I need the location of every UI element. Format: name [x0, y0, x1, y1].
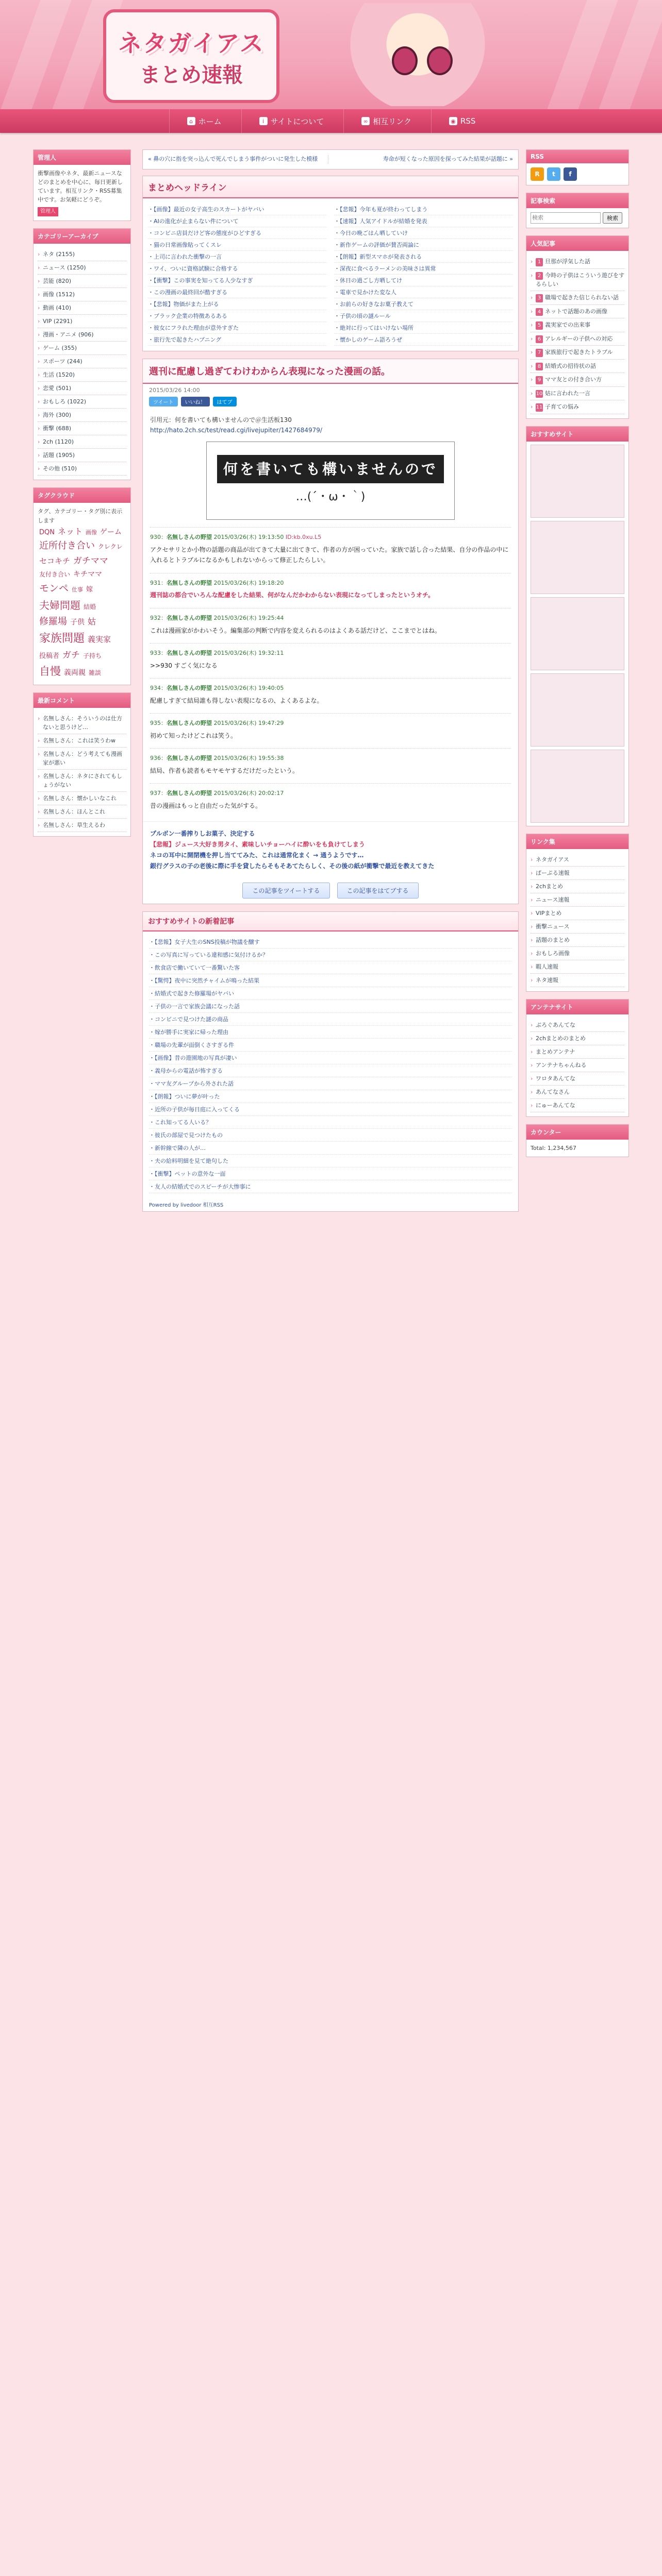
headline-item[interactable]: ・ワイ、ついに資格試験に合格する: [148, 263, 327, 275]
tag-link[interactable]: 嫁: [86, 586, 93, 594]
ranking-item[interactable]: [531, 291, 624, 305]
nav-rss[interactable]: [431, 109, 493, 133]
comment-text: 初めて知ったけどこれは笑う。: [150, 732, 237, 739]
headline-list: [143, 198, 518, 351]
article-comic-image: [206, 442, 455, 520]
like-button[interactable]: いいね！: [181, 397, 210, 406]
headline-item[interactable]: ・この漫画の最終回が酷すぎる: [148, 286, 327, 298]
search-button[interactable]: 検索: [603, 212, 622, 224]
recommended-item[interactable]: ・【画像】昔の遊園地の写真が凄い: [149, 1052, 512, 1064]
comment-number: 934: [150, 684, 161, 691]
link-item[interactable]: › VIPまとめ: [531, 907, 624, 920]
comic-face: …(´・ω・｀): [295, 490, 366, 504]
tag-link[interactable]: 子持ち: [83, 652, 102, 659]
tag-link[interactable]: 画像: [85, 529, 97, 536]
tag-link[interactable]: モンペ: [39, 583, 69, 595]
headline-item[interactable]: ・上司に言われた衝撃の一言: [148, 251, 327, 263]
tag-link[interactable]: 近所付き合い: [39, 540, 95, 552]
recommended-item[interactable]: ・夫の給料明細を見て絶句した: [149, 1155, 512, 1167]
left-sidebar: [33, 149, 131, 844]
comment: [150, 643, 511, 671]
ranking-item[interactable]: [531, 305, 624, 319]
comment: [150, 713, 511, 741]
headline-item[interactable]: ・絶対に行ってはいけない場所: [334, 322, 513, 334]
about-box: [33, 149, 131, 221]
comment-author: 名無しさんの野望: [167, 614, 212, 621]
ranking-item-label: 姑に言われた一言: [545, 389, 590, 397]
category-item[interactable]: › 衝撃 (688): [38, 422, 126, 435]
pickup-thumbnail[interactable]: [531, 750, 624, 823]
about-text: 衝撃画像やネタ、最新ニュースなどのまとめを中心に、毎日更新しています。相互リンク・RSS募集中です。お気軽にどうぞ。: [38, 170, 123, 204]
about-heading: 管理人: [34, 150, 130, 165]
tag-link[interactable]: 夫婦問題: [39, 599, 80, 612]
comment-header: 935：名無しさんの野望 2015/03/26(木) 19:47:29: [150, 720, 284, 727]
recommended-item[interactable]: ・この写真に写っている違和感に気付けるか？: [149, 948, 512, 961]
link-item[interactable]: › ネタガイアス: [531, 853, 624, 867]
ranking-item[interactable]: [531, 346, 624, 360]
category-item[interactable]: › 画像 (1512): [38, 288, 126, 301]
comment-number: 937: [150, 790, 161, 797]
ranking-heading: 人気記事: [526, 236, 628, 251]
rss-heading: RSS: [526, 150, 628, 163]
site-title-line1: ネタガイアス: [118, 29, 264, 57]
nav-about[interactable]: [241, 109, 342, 133]
comment-author: 名無しさんの野望: [167, 755, 212, 762]
comment-date: 2015/03/26(木) 20:02:17: [213, 790, 284, 797]
rss-feed-icon[interactable]: R: [531, 167, 544, 181]
prev-next-nav: [142, 149, 519, 170]
tweet-button[interactable]: ツイート: [149, 397, 178, 406]
category-item[interactable]: › VIP (2291): [38, 315, 126, 328]
recent-comment-item[interactable]: › 名無しさん：これは笑うわw: [38, 734, 126, 748]
admin-label: 管理人: [38, 207, 58, 216]
tag-cloud: [38, 525, 126, 681]
category-item[interactable]: › 生活 (1520): [38, 368, 126, 382]
tag-link[interactable]: DQN: [39, 528, 55, 536]
ranking-item[interactable]: [531, 400, 624, 414]
headline-item[interactable]: ・【悲報】物価がまた上がる: [148, 298, 327, 310]
comment: [150, 573, 511, 601]
recommended-item[interactable]: ・子供の一言で家族会議になった話: [149, 1000, 512, 1013]
comment-header: 934：名無しさんの野望 2015/03/26(木) 19:40:05: [150, 684, 284, 691]
comment-author: 名無しさんの野望: [167, 534, 212, 541]
comment-id: ID:kb.0xu.L5: [285, 534, 322, 541]
antenna-item[interactable]: › にゅーあんてな: [531, 1099, 624, 1112]
category-item[interactable]: › その他 (510): [38, 462, 126, 476]
nav-rss-label: RSS: [460, 116, 476, 126]
tag-link[interactable]: セコキチ: [39, 556, 71, 566]
link-item[interactable]: › 暇人速報: [531, 960, 624, 974]
ranking-item-label: ネットで話題のあの画像: [545, 308, 607, 315]
link-item[interactable]: › 話題のまとめ: [531, 934, 624, 947]
recent-comment-item[interactable]: › 名無しさん：そういうのは仕方ないと思うけど…: [38, 712, 126, 734]
recommended-item[interactable]: ・新幹線で隣の人が…: [149, 1142, 512, 1155]
reco-footer[interactable]: Powered by livedoor 相互RSS: [149, 1202, 224, 1209]
facebook-icon[interactable]: f: [564, 167, 577, 181]
category-heading: カテゴリーアーカイブ: [34, 229, 130, 244]
tag-link[interactable]: 仕事: [72, 586, 84, 594]
recent-comments-box: [33, 692, 131, 837]
ranking-item[interactable]: [531, 318, 624, 332]
headline-item[interactable]: ・休日の過ごし方晒してけ: [334, 275, 513, 286]
tag-link[interactable]: 結婚: [84, 603, 96, 611]
link-item[interactable]: › ネタ速報: [531, 974, 624, 987]
rank-number: 4: [536, 308, 543, 316]
rss-icon: ◉: [449, 117, 457, 125]
related-links: [143, 821, 518, 877]
twitter-icon[interactable]: t: [547, 167, 560, 181]
link-icon: ∞: [361, 117, 370, 125]
tag-link[interactable]: 自慢: [39, 665, 61, 678]
antenna-list: [531, 1019, 624, 1112]
headline-item[interactable]: ・猫の日常画像貼ってくスレ: [148, 239, 327, 251]
headline-panel: [142, 176, 519, 351]
global-nav: [0, 109, 662, 133]
category-item[interactable]: › ネタ (2155): [38, 248, 126, 261]
related-article-link[interactable]: 銀行グラスの子の老後に際に手を貸したらそもそあてたらしく、その後の紙が衝撃で最近を教えてきた: [150, 862, 435, 870]
recommended-item[interactable]: ・近所の子供が毎日庭に入ってくる: [149, 1103, 512, 1116]
headline-item[interactable]: ・AIの進化が止まらない件について: [148, 215, 327, 227]
headline-item[interactable]: ・コンビニ店員だけど客の態度がひどすぎる: [148, 227, 327, 239]
recommended-item[interactable]: ・嫁が勝手に実家に帰った理由: [149, 1026, 512, 1039]
comment-number: 930: [150, 534, 161, 541]
counter-box: [526, 1124, 629, 1157]
counter-heading: カウンター: [526, 1125, 628, 1140]
comment-author: 名無しさんの野望: [167, 684, 212, 691]
category-item[interactable]: › 話題 (1905): [38, 449, 126, 462]
category-item[interactable]: › おもしろ (1022): [38, 395, 126, 409]
ranking-item-label: 結婚式の招待状の話: [545, 362, 596, 369]
headline-item[interactable]: ・懐かしのゲーム語ろうぜ: [334, 334, 513, 346]
rank-number: 1: [536, 258, 543, 266]
antenna-item[interactable]: › ぶろぐあんてな: [531, 1019, 624, 1032]
article-date: 2015/03/26 14:00: [149, 386, 200, 394]
source-url[interactable]: http://hato.2ch.sc/test/read.cgi/livejupiter/1427684979/: [150, 426, 322, 434]
hatena-button[interactable]: はてブ: [213, 397, 237, 406]
recent-comment-item[interactable]: › 名無しさん：ほんとこれ: [38, 805, 126, 819]
comment-header: 932：名無しさんの野望 2015/03/26(木) 19:25:44: [150, 614, 284, 621]
antenna-item[interactable]: › アンテナちゃんねる: [531, 1059, 624, 1072]
recommended-item[interactable]: ・【驚愕】夜中に突然チャイムが鳴った結果: [149, 974, 512, 987]
nav-about-label: サイトについて: [270, 116, 324, 126]
recommended-panel: [142, 911, 519, 1212]
headline-item[interactable]: ・今日の晩ごはん晒していけ: [334, 227, 513, 239]
tag-link[interactable]: 修羅場: [39, 616, 67, 627]
headline-item[interactable]: ・旅行先で起きたハプニング: [148, 334, 327, 346]
recommended-item[interactable]: ・職場の先輩が面倒くさすぎる件: [149, 1039, 512, 1052]
headline-item[interactable]: ・【朗報】新型スマホが発表される: [334, 251, 513, 263]
source-label: 引用元：何を書いても構いませんので＠生活板130: [150, 416, 292, 423]
rank-number: 5: [536, 321, 543, 330]
comment-header: 931：名無しさんの野望 2015/03/26(木) 19:18:20: [150, 579, 284, 586]
recent-comments-list: [38, 712, 126, 832]
pickup-thumbnail[interactable]: [531, 597, 624, 670]
comment-number: 931: [150, 579, 161, 586]
headline-item[interactable]: ・お前らの好きなお菓子教えて: [334, 298, 513, 310]
links-box: [526, 834, 629, 992]
ranking-item-label: アレルギーの子供への対応: [545, 335, 613, 342]
recent-comments-heading: 最新コメント: [34, 693, 130, 708]
ranking-item[interactable]: [531, 360, 624, 374]
comment-date: 2015/03/26(木) 19:55:38: [213, 755, 284, 762]
tag-link[interactable]: ネット: [57, 526, 82, 536]
category-box: [33, 228, 131, 481]
headline-item[interactable]: ・【衝撃】この事実を知ってる人少なすぎ: [148, 275, 327, 286]
tweet-article-button[interactable]: この記事をツイートする: [242, 883, 329, 899]
category-list: [38, 248, 126, 476]
headline-item[interactable]: ・新作ゲームの評価が賛否両論に: [334, 239, 513, 251]
share-row: [143, 397, 518, 412]
related-article-link[interactable]: 【悲報】ジュース大好き男タイ、素味しいチョーハイに酔いをも負けてしまう: [150, 841, 365, 849]
comment-date: 2015/03/26(木) 19:25:44: [213, 614, 284, 621]
category-item[interactable]: › 動画 (410): [38, 301, 126, 315]
category-item[interactable]: › 恋愛 (501): [38, 382, 126, 395]
comic-caption: 何を書いても構いませんので: [217, 455, 444, 484]
comment-date: 2015/03/26(木) 19:40:05: [213, 684, 284, 691]
nav-home-label: ホーム: [198, 116, 222, 126]
comment-text: これは漫画家がかわいそう。編集部の判断で内容を変えられるのはよくある話だけど、ここまでとはね。: [150, 626, 441, 634]
antenna-item[interactable]: › 2chまとめのまとめ: [531, 1032, 624, 1045]
hatena-article-button[interactable]: この記事をはてブする: [337, 883, 419, 899]
ranking-item[interactable]: [531, 332, 624, 346]
comment-date: 2015/03/26(木) 19:32:11: [213, 649, 284, 656]
comment-header: 930：名無しさんの野望 2015/03/26(木) 19:13:50 ID:kb.0xu.L5: [150, 534, 322, 541]
ranking-item-label: 旦那が浮気した話: [545, 258, 590, 265]
rank-number: 7: [536, 349, 543, 357]
comment-number: 933: [150, 649, 161, 656]
comment: [150, 527, 511, 565]
search-input[interactable]: [531, 212, 601, 224]
comment-author: 名無しさんの野望: [167, 720, 212, 727]
comment-author: 名無しさんの野望: [167, 790, 212, 797]
comment-thread: [150, 527, 511, 811]
pickup-heading: おすすめサイト: [526, 427, 628, 442]
recent-comment-item[interactable]: › 名無しさん：草生えるわ: [38, 819, 126, 832]
next-article-link[interactable]: 寿命が短くなった原因を探ってみた結果が話題に »: [328, 155, 514, 164]
right-sidebar: [526, 149, 629, 1164]
ranking-item[interactable]: [531, 387, 624, 401]
comment-text: 配慮しすぎて結局誰も得しない表現になるの、よくあるよな。: [150, 697, 323, 704]
tag-link[interactable]: クレクレ: [98, 543, 123, 551]
category-item[interactable]: › 漫画・アニメ (906): [38, 328, 126, 342]
tag-link[interactable]: ガチママ: [73, 556, 109, 567]
recommended-item[interactable]: ・飲食店で働いていて一番驚いた客: [149, 961, 512, 974]
comment-text: 週刊誌の都合でいろんな配慮をした結果、何がなんだかわからない表現になってしまったというオチ。: [150, 591, 435, 599]
headline-item[interactable]: ・深夜に食べるラーメンの美味さは異常: [334, 263, 513, 275]
search-box: [526, 193, 629, 228]
site-logo[interactable]: [103, 9, 279, 103]
category-item[interactable]: › 芸能 (820): [38, 275, 126, 288]
nav-links[interactable]: [343, 109, 429, 133]
ranking-item-label: ママ友との付き合い方: [545, 376, 602, 383]
article-body: [143, 412, 518, 822]
comment: [150, 783, 511, 811]
rank-number: 10: [536, 390, 543, 398]
rss-box: [526, 149, 629, 185]
category-item[interactable]: › ニュース (1250): [38, 261, 126, 275]
link-item[interactable]: › おもしろ画像: [531, 947, 624, 960]
ranking-item-label: 子育ての悩み: [545, 403, 579, 411]
related-article-link[interactable]: ネコの耳中に開閉機を押し当ててみた、これは通常化まく → 通うようです…: [150, 852, 364, 859]
recommended-item[interactable]: ・【朗報】ついに夢が叶った: [149, 1090, 512, 1103]
ranking-item-label: 義実家での出来事: [545, 321, 590, 329]
antenna-heading: アンテナサイト: [526, 999, 628, 1014]
info-icon: i: [259, 117, 268, 125]
article: [142, 359, 519, 905]
pickup-box: [526, 426, 629, 826]
antenna-box: [526, 999, 629, 1117]
tag-link[interactable]: 姑: [88, 616, 96, 626]
home-icon: ⌂: [187, 117, 195, 125]
comment-header: 933：名無しさんの野望 2015/03/26(木) 19:32:11: [150, 649, 284, 656]
category-item[interactable]: › スポーツ (244): [38, 355, 126, 368]
comment-text: アクセサリとか小物の話題の商品が出てきて大量に出てきて、作者の方が困っていた。家族で話し合った結果、自分の作品の中に入れるとトラブルになるかもしれないからって修正したらしい。: [150, 546, 509, 564]
antenna-item[interactable]: › あんてなさん: [531, 1086, 624, 1099]
recent-comment-item[interactable]: › 名無しさん：どう考えても漫画家が悪い: [38, 748, 126, 770]
site-header: [0, 0, 662, 109]
headline-item[interactable]: ・電車で見かけた変な人: [334, 286, 513, 298]
prev-article-link[interactable]: « 鼻の穴に指を突っ込んで死んでしまう事件がついに発生した模様: [148, 156, 318, 162]
ranking-item[interactable]: [531, 269, 624, 292]
category-item[interactable]: › 海外 (300): [38, 409, 126, 422]
search-heading: 記事検索: [526, 193, 628, 208]
tag-link[interactable]: 雑談: [89, 669, 102, 677]
recent-comment-item[interactable]: › 名無しさん：懐かしいなこれ: [38, 792, 126, 805]
comment-date: 2015/03/26(木) 19:47:29: [213, 720, 284, 727]
character-eye: [392, 46, 418, 75]
recommended-item[interactable]: ・【衝撃】ペットの意外な一面: [149, 1167, 512, 1180]
tag-heading: タグクラウド: [34, 488, 130, 503]
ranking-item[interactable]: [531, 255, 624, 269]
rank-number: 3: [536, 294, 543, 302]
comment-number: 936: [150, 755, 161, 762]
link-item[interactable]: › 衝撃ニュース: [531, 920, 624, 934]
recommended-item[interactable]: ・ママ友グループから外された話: [149, 1077, 512, 1090]
tag-intro: タグ、カテゴリー・タグ別に表示します: [38, 508, 123, 524]
tag-link[interactable]: 義実家: [88, 634, 111, 644]
comment-text: 昔の漫画はもっと自由だった気がする。: [150, 802, 262, 809]
character-eye: [427, 46, 453, 75]
recommended-heading: おすすめサイトの新着記事: [143, 912, 518, 931]
comment: [150, 678, 511, 706]
rank-number: 9: [536, 376, 543, 384]
comment-number: 932: [150, 614, 161, 621]
antenna-item[interactable]: › ワロタあんてな: [531, 1072, 624, 1086]
link-item[interactable]: › ニュース速報: [531, 893, 624, 907]
rank-number: 8: [536, 363, 543, 371]
headline-item[interactable]: ・彼女にフラれた理由が意外すぎた: [148, 322, 327, 334]
header-character-image: [309, 3, 526, 106]
nav-home[interactable]: [169, 109, 239, 133]
headline-item[interactable]: ・【速報】人気アイドルが結婚を発表: [334, 215, 513, 227]
tag-link[interactable]: 子供: [70, 618, 85, 626]
recommended-item[interactable]: ・【悲報】女子大生のSNS投稿が物議を醸す: [149, 936, 512, 948]
antenna-item[interactable]: › まとめアンテナ: [531, 1045, 624, 1059]
ranking-item-label: 職場で起きた信じられない話: [545, 294, 619, 301]
rank-number: 11: [536, 403, 543, 412]
comment-date: 2015/03/26(木) 19:18:20: [213, 579, 284, 586]
ranking-item[interactable]: [531, 373, 624, 387]
tag-link[interactable]: 義両親: [64, 669, 86, 677]
ranking-item-label: 家族旅行で起きたトラブル: [545, 349, 613, 356]
comment-number: 935: [150, 720, 161, 727]
comment-header: 936：名無しさんの野望 2015/03/26(木) 19:55:38: [150, 755, 284, 762]
ranking-item-label: 今時の子供はこういう遊びをするらしい: [536, 272, 624, 287]
comment-header: 937：名無しさんの野望 2015/03/26(木) 20:02:17: [150, 790, 284, 797]
recommended-list: [143, 931, 518, 1197]
tag-box: [33, 487, 131, 685]
link-item[interactable]: › 2chまとめ: [531, 880, 624, 893]
comment-date: 2015/03/26(木) 19:13:50: [213, 534, 284, 541]
category-item[interactable]: › 2ch (1120): [38, 435, 126, 449]
links-list: [531, 853, 624, 987]
recommended-item[interactable]: ・彼氏の部屋で見つけたもの: [149, 1129, 512, 1142]
links-heading: リンク集: [526, 834, 628, 849]
recommended-item[interactable]: ・友人の結婚式でのスピーチが大惨事に: [149, 1180, 512, 1193]
recommended-item[interactable]: ・義母からの電話が怖すぎる: [149, 1064, 512, 1077]
tag-link[interactable]: 友付き合い: [39, 570, 71, 578]
comment: [150, 748, 511, 776]
headline-heading: まとめヘッドライン: [143, 176, 518, 198]
pickup-thumbnail[interactable]: [531, 445, 624, 518]
recommended-item[interactable]: ・結婚式で起きた修羅場がヤバい: [149, 987, 512, 1000]
comment-author: 名無しさんの野望: [167, 649, 212, 656]
comment-author: 名無しさんの野望: [167, 579, 212, 586]
counter-value: Total: 1,234,567: [531, 1145, 576, 1152]
headline-item[interactable]: ・【悲報】今年も夏が終わってしまう: [334, 204, 513, 215]
category-item[interactable]: › ゲーム (355): [38, 342, 126, 355]
comment: [150, 608, 511, 636]
pickup-thumbnail[interactable]: [531, 521, 624, 594]
link-item[interactable]: › ぱーぷる速報: [531, 867, 624, 880]
comment-text: 結局、作者も読者もモヤモヤするだけだったという。: [150, 767, 299, 774]
headline-item[interactable]: ・【画像】最近の女子高生のスカートがヤバい: [148, 204, 327, 215]
tag-link[interactable]: 家族問題: [39, 632, 85, 645]
tag-link[interactable]: キチママ: [73, 570, 103, 579]
main-content: [142, 149, 519, 1219]
pickup-thumbnail[interactable]: [531, 673, 624, 747]
headline-item[interactable]: ・子供の頃の謎ルール: [334, 310, 513, 322]
headline-item[interactable]: ・ブラック企業の特徴あるある: [148, 310, 327, 322]
ranking-list: [531, 255, 624, 414]
recommended-item[interactable]: ・これ知ってる人いる？: [149, 1116, 512, 1129]
nav-links-label: 相互リンク: [373, 116, 411, 126]
site-title-line2: まとめ速報: [140, 63, 243, 87]
rank-number: 6: [536, 335, 543, 344]
share-buttons-bottom: [143, 877, 518, 904]
tag-link[interactable]: ガチ: [62, 650, 80, 660]
tag-link[interactable]: 投稿者: [39, 652, 60, 660]
tag-link[interactable]: ゲーム: [100, 528, 122, 536]
comment-text: >>930 すごく気になる: [150, 662, 218, 669]
article-title[interactable]: 週刊に配慮し過ぎてわけわからん表現になった漫画の話。: [143, 359, 518, 384]
ranking-box: [526, 235, 629, 419]
rank-number: 2: [536, 272, 543, 280]
related-article-link[interactable]: プルボン一番搾りしお菓子、決定する: [150, 830, 255, 838]
recommended-item[interactable]: ・コンビニで見つけた謎の商品: [149, 1013, 512, 1026]
recent-comment-item[interactable]: › 名無しさん：ネタにされてもしょうがない: [38, 770, 126, 792]
